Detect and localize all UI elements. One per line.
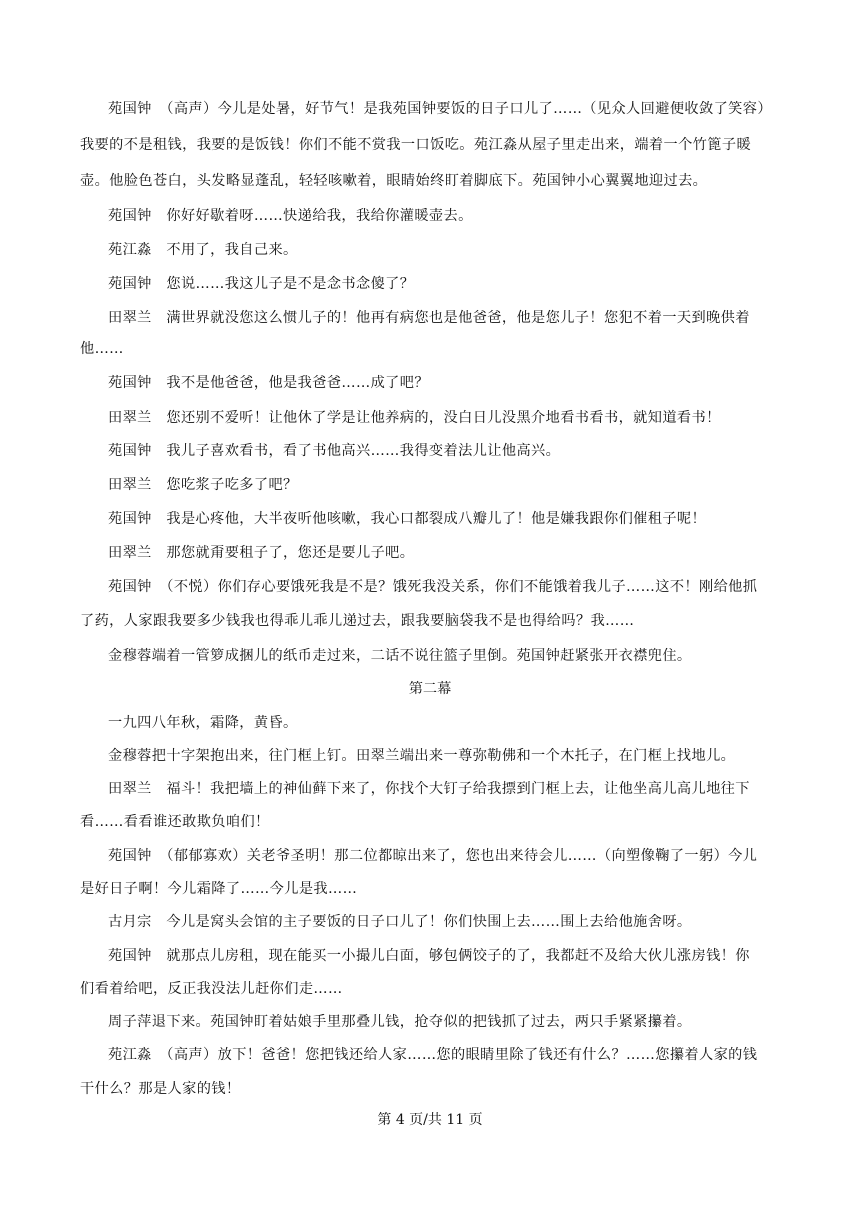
text-line: 苑国钟 您说……我这儿子是不是念书念傻了？ [108,276,415,292]
text-line: 苑国钟 我儿子喜欢看书，看了书他高兴……我得变着法儿让他高兴。 [108,443,561,459]
section-heading: 第二幕 [408,681,452,697]
text-line: 壶。他脸色苍白，头发略显蓬乱，轻轻咳嗽着，眼睛始终盯着脚底下。苑国钟小心翼翼地迎过去。 [80,173,708,189]
text-line: 我要的不是租钱，我要的是饭钱！你们不能不赏我一口饭吃。苑江淼从屋子里走出来，端着一个竹篦子暖 [80,137,752,153]
page-number-footer: 第 4 页/共 11 页 [377,1112,483,1128]
text-line: 苑国钟 （郁郁寡欢）关老爷圣明！那二位都晾出来了，您也出来待会儿……（向塑像鞠了一躬）今儿 [108,848,758,864]
text-line: 田翠兰 您吃浆子吃多了吧？ [108,477,298,493]
text-line: 苑国钟 就那点儿房租，现在能买一小撮儿白面，够包俩饺子的了，我都赶不及给大伙儿涨房钱！你 [108,948,750,964]
text-line: 金穆蓉端着一管箩成捆儿的纸币走过来，二话不说往篮子里倒。苑国钟赶紧张开衣襟兜住。 [108,648,692,664]
text-line: 苑国钟 我是心疼他，大半夜听他咳嗽，我心口都裂成八瓣儿了！他是嫌我跟你们催租子呢！ [108,511,707,527]
text-line: 金穆蓉把十字架抱出来，往门框上钉。田翠兰端出来一尊弥勒佛和一个木托子，在门框上找地儿。 [108,748,736,764]
text-line: 了药，人家跟我要多少钱我也得乖儿乖儿递过去，跟我要脑袋我不是也得给吗？我…… [80,613,635,629]
text-line: 苑国钟 我不是他爸爸，他是我爸爸……成了吧？ [108,375,429,391]
text-line: 苑国钟 你好好歇着呀……快递给我，我给你灌暖壶去。 [108,208,473,224]
text-line: 他…… [80,341,124,357]
text-line: 田翠兰 满世界就没您这么惯儿子的！他再有病您也是他爸爸，他是您儿子！您犯不着一天到晚供着 [108,310,750,326]
text-line: 田翠兰 福斗！我把墙上的神仙藓下来了，你找个大钉子给我摽到门框上去，让他坐高儿高儿地往下 [108,781,750,797]
text-line: 们看着给吧，反正我没法儿赶你们走…… [80,981,343,997]
text-line: 看……看看谁还敢欺负咱们！ [80,814,270,830]
text-line: 苑江淼 （高声）放下！爸爸！您把钱还给人家……您的眼睛里除了钱还有什么？……您攥着人家的钱 [108,1047,758,1063]
text-line: 苑国钟 （不悦）你们存心要饿死我是不是？饿死我没关系，你们不能饿着我儿子……这不！刚给他抓 [108,579,758,595]
text-line: 苑国钟 （高声）今儿是处暑，好节气！是我苑国钟要饭的日子口儿了……（见众人回避便收敛了笑容） [108,101,772,117]
text-line: 苑江淼 不用了，我自己来。 [108,242,298,258]
text-line: 一九四八年秋，霜降，黄昏。 [108,715,298,731]
text-line: 干什么？那是人家的钱！ [80,1081,241,1097]
text-line: 古月宗 今儿是窝头会馆的主子要饭的日子口儿了！你们快围上去……围上去给他施舍呀。 [108,914,692,930]
text-line: 是好日子啊！今儿霜降了……今儿是我…… [80,881,358,897]
text-line: 周子萍退下来。苑国钟盯着姑娘手里那叠儿钱，抢夺似的把钱抓了过去，两只手紧紧攥着。 [108,1014,692,1030]
text-line: 田翠兰 您还别不爱听！让他休了学是让他养病的，没白日儿没黑介地看书看书，就知道看书！ [108,410,721,426]
text-line: 田翠兰 那您就甭要租子了，您还是要儿子吧。 [108,545,415,561]
